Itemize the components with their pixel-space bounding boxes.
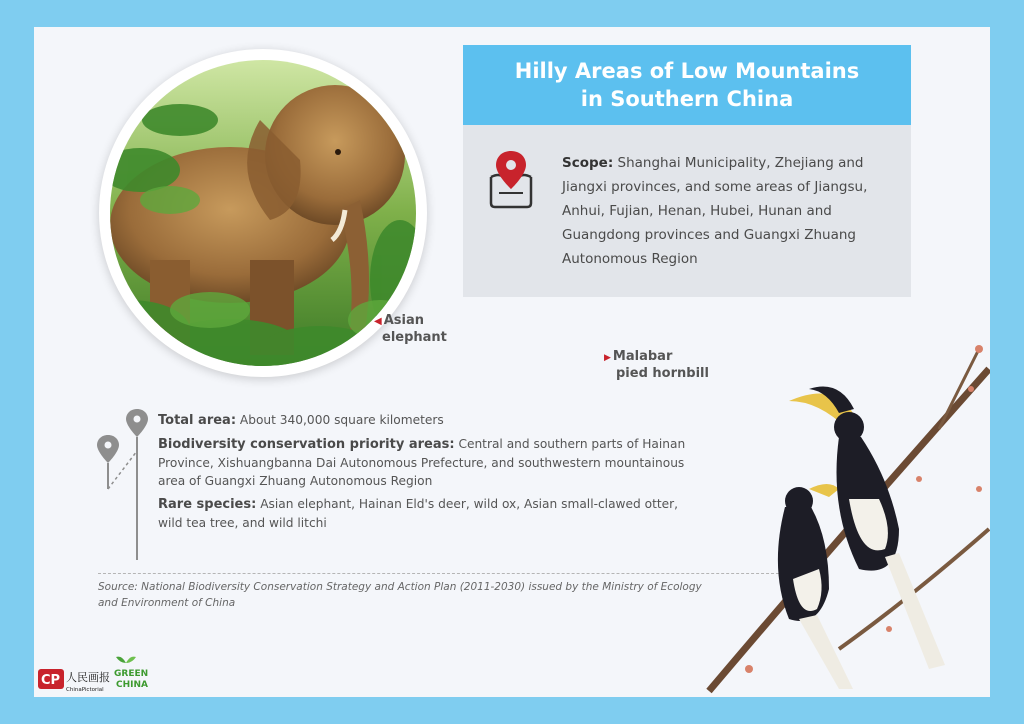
hornbill-photo (689, 329, 990, 697)
scope-panel (463, 125, 911, 297)
caption-arrow-icon: ▶ (604, 353, 611, 363)
map-pin-icon (483, 147, 539, 215)
chinapictorial-en-logo: ChinaPictorial (66, 687, 104, 693)
location-pin-icon (94, 405, 154, 569)
hornbill-caption: ▶ Malabar pied hornbill (604, 349, 709, 381)
priority-areas: Biodiversity conservation priority areas: Central and southern parts of Hainan Province, Xishuangbanna Dai Autonomous Prefecture, and southwestern mountainous area of Guangxi Zhuang Autonomous Region (158, 437, 686, 488)
green-logo-line1: GREEN (114, 669, 149, 679)
scope-text: Scope: Shanghai Municipality, Zhejiang and Jiangxi provinces, and some areas of Jiangsu, Anhui, Fujian, Henan, Hubei, Hunan and Guangdong provinces and Guangxi Zhuang Autonomous Region (562, 155, 868, 267)
source-note: Source: National Biodiversity Conservation Strategy and Action Plan (2011-2030) issued by the Ministry of Ecology and Environment of China (98, 581, 702, 609)
elephant-photo (110, 60, 416, 366)
chinapictorial-cn-logo: 人民画报 (66, 671, 110, 684)
divider (98, 573, 784, 574)
total-area: Total area: About 340,000 square kilometers (158, 413, 444, 428)
elephant-caption: ◀ Asian elephant (374, 313, 447, 345)
facts-list (158, 411, 698, 537)
caption-arrow-icon: ◀ (374, 316, 382, 327)
green-logo-line2: CHINA (116, 680, 148, 690)
page-title: Hilly Areas of Low Mountains in Southern China (514, 59, 860, 111)
rare-species: Rare species: Asian elephant, Hainan Eld's deer, wild ox, Asian small-clawed otter, wild tea tree, and wild litchi (158, 497, 679, 530)
logos (34, 649, 164, 697)
svg-text:CP: CP (41, 673, 61, 688)
leaf-icon (116, 657, 136, 663)
title-banner (463, 45, 911, 125)
infographic-card (34, 27, 990, 697)
